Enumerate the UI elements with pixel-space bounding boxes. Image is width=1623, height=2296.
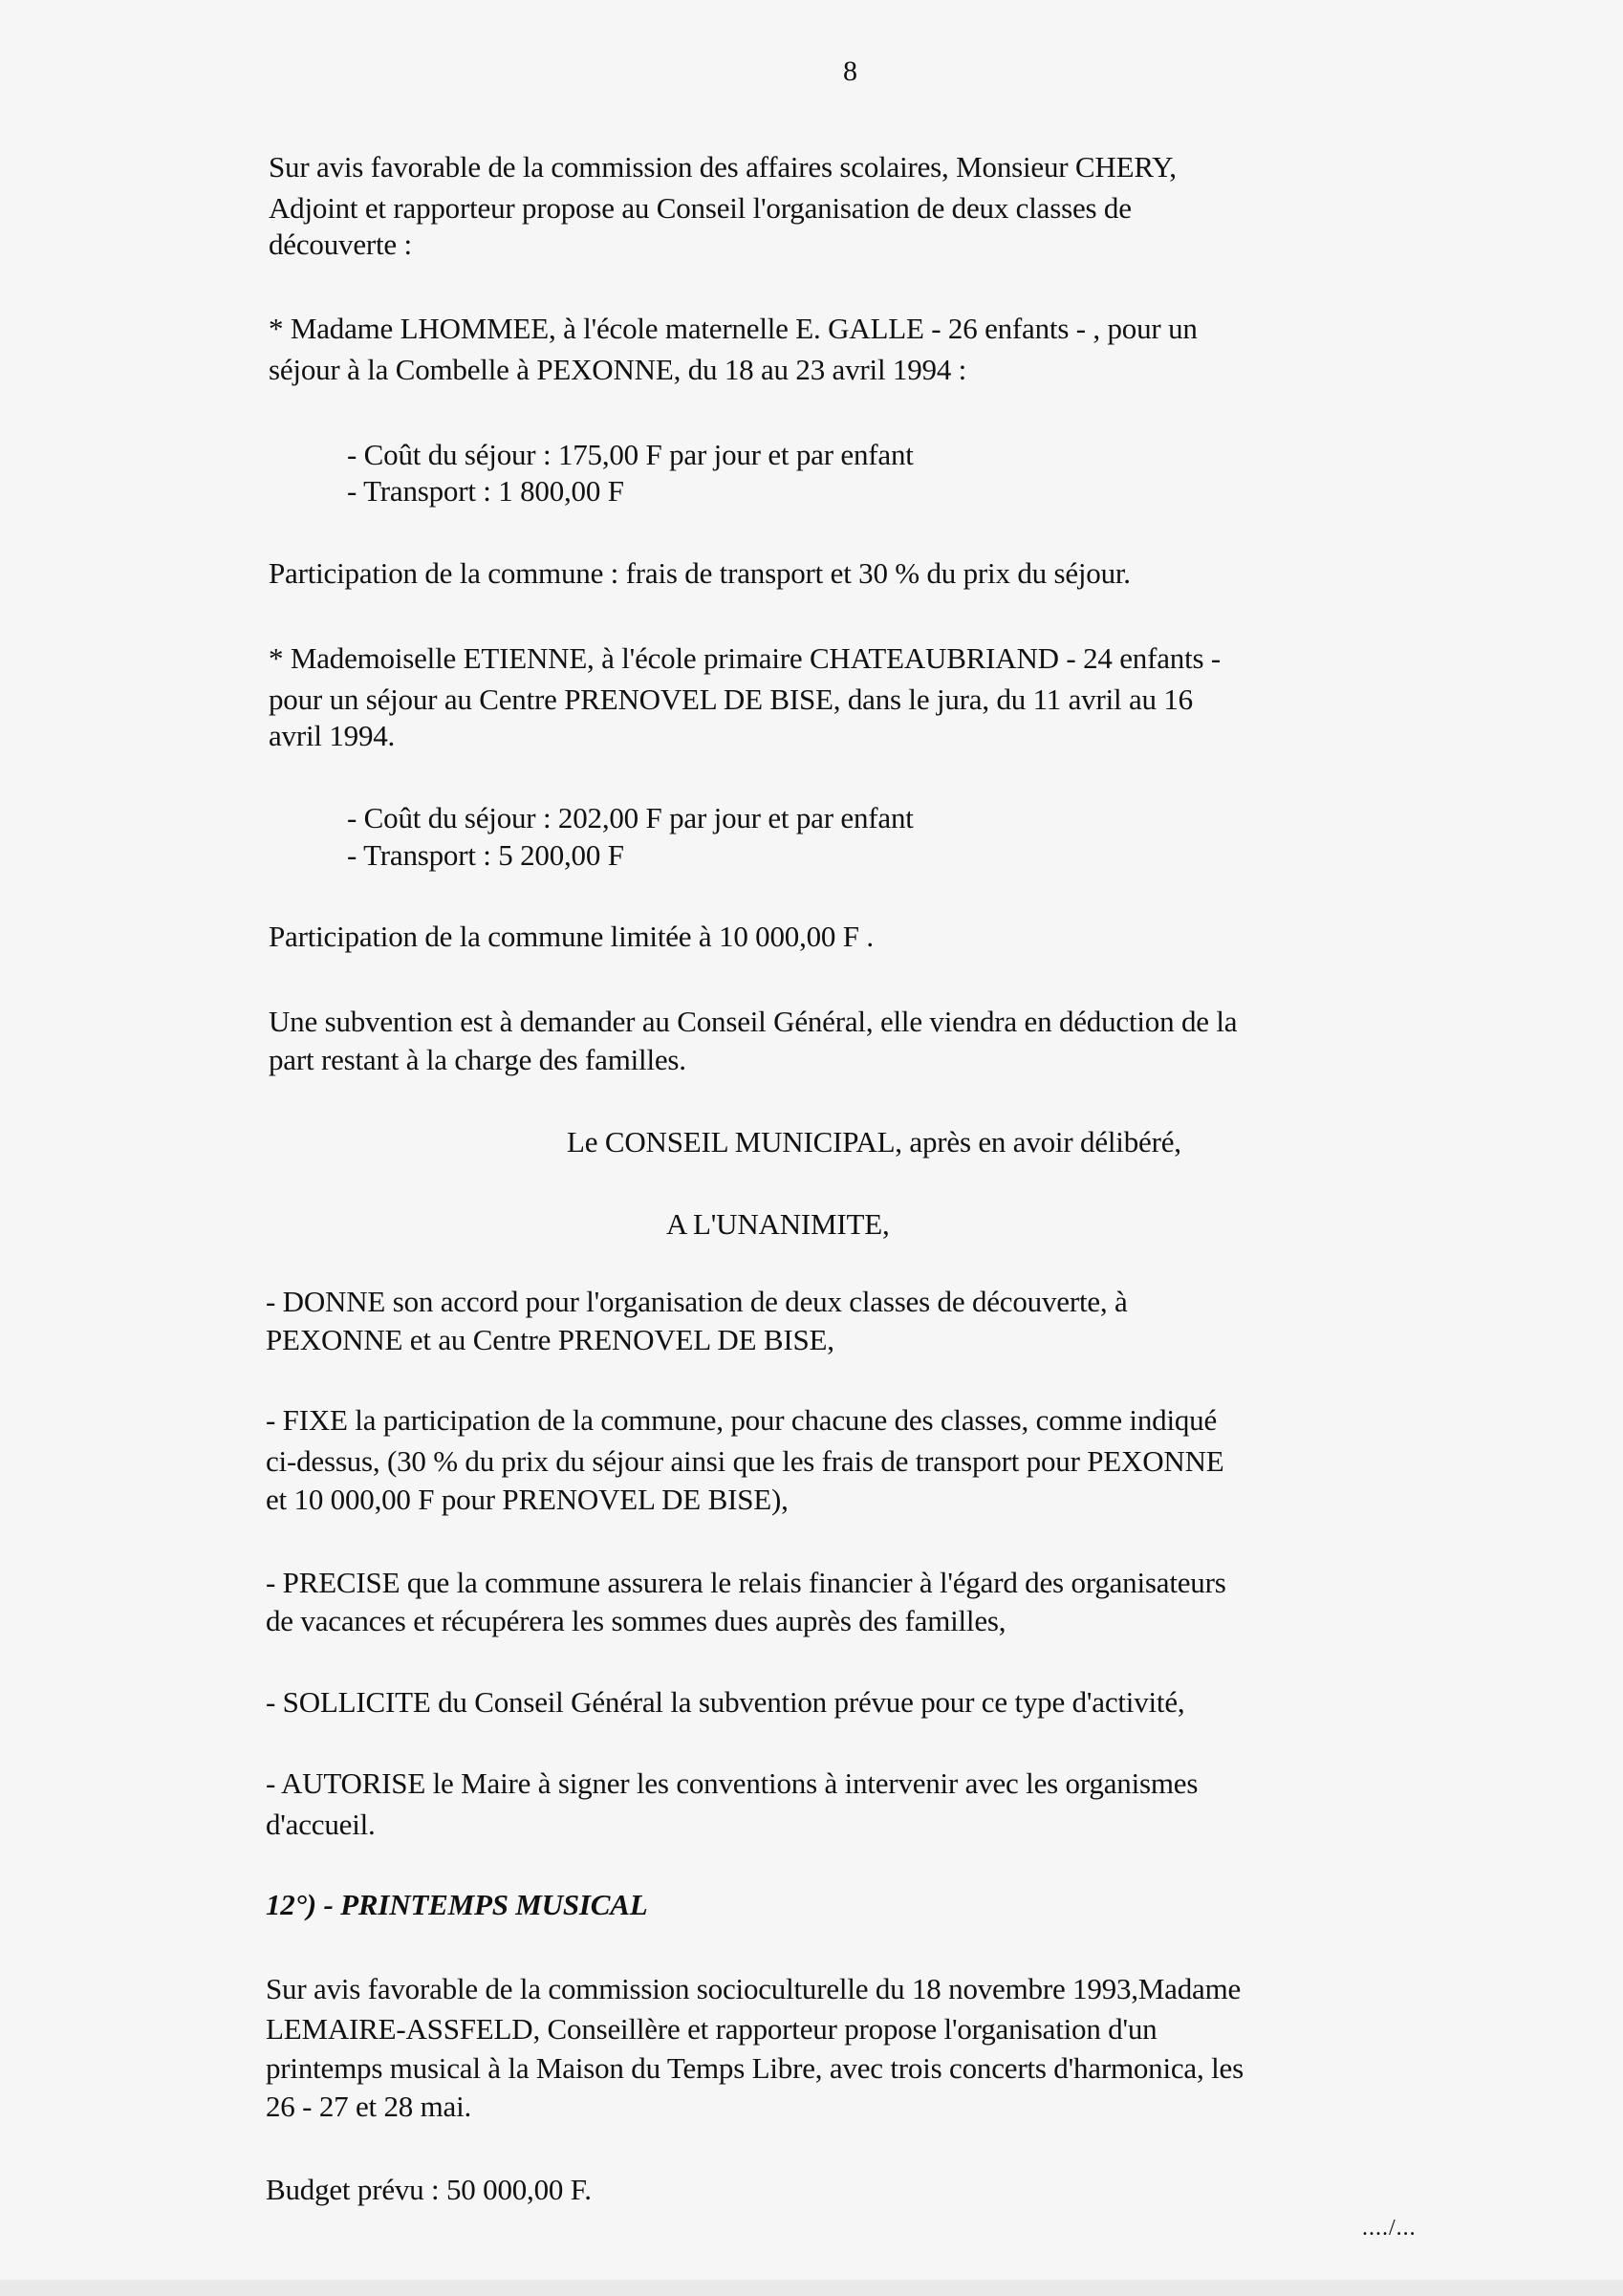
decision-donne-line-2: PEXONNE et au Centre PRENOVEL DE BISE, [266,1323,834,1356]
intro-line-1: Sur avis favorable de la commission des affaires scolaires, Monsieur CHERY, [269,150,1177,184]
page-number: 8 [843,55,857,87]
section-12-line-3: printemps musical à la Maison du Temps Libre, avec trois concerts d'harmonica, les [266,2051,1244,2085]
intro-line-2: Adjoint et rapporteur propose au Conseil l'organisation de deux classes de [269,191,1132,225]
decision-donne-line-1: - DONNE son accord pour l'organisation de deux classes de découverte, à [266,1285,1128,1318]
section-12-heading: 12°) - PRINTEMPS MUSICAL [266,1888,648,1921]
council-vote: A L'UNANIMITE, [666,1207,890,1241]
intro-line-3: découverte : [269,227,412,261]
continuation-mark: ..../... [1362,2216,1417,2241]
class1-transport: - Transport : 1 800,00 F [347,474,624,508]
class2-line-3: avril 1994. [269,719,396,752]
section-12-line-4: 26 - 27 et 28 mai. [266,2090,472,2123]
page-bottom-edge [0,2280,1623,2296]
decision-fixe-line-2: ci-dessus, (30 % du prix du séjour ainsi que les frais de transport pour PEXONNE [266,1444,1224,1478]
decision-autorise-line-1: - AUTORISE le Maire à signer les conventions à intervenir avec les organismes [266,1766,1199,1800]
class1-line-1: * Madame LHOMMEE, à l'école maternelle E. GALLE - 26 enfants - , pour un [269,312,1198,345]
decision-fixe-line-3: et 10 000,00 F pour PRENOVEL DE BISE), [266,1483,789,1516]
class1-line-2: séjour à la Combelle à PEXONNE, du 18 au 23 avril 1994 : [269,353,967,386]
decision-fixe-line-1: - FIXE la participation de la commune, pour chacune des classes, comme indiqué [266,1403,1218,1437]
subvention-line-2: part restant à la charge des familles. [269,1043,686,1076]
section-12-line-2: LEMAIRE-ASSFELD, Conseillère et rapporteur propose l'organisation d'un [266,2012,1158,2046]
council-deliberation: Le CONSEIL MUNICIPAL, après en avoir délibéré, [567,1125,1181,1159]
decision-precise-line-1: - PRECISE que la commune assurera le relais financier à l'égard des organisateurs [266,1566,1226,1599]
class2-cost: - Coût du séjour : 202,00 F par jour et par enfant [347,801,914,834]
section-12-budget: Budget prévu : 50 000,00 F. [266,2173,592,2206]
subvention-line-1: Une subvention est à demander au Conseil Général, elle viendra en déduction de la [269,1005,1238,1038]
class2-transport: - Transport : 5 200,00 F [347,838,624,872]
class1-participation: Participation de la commune : frais de transport et 30 % du prix du séjour. [269,556,1131,590]
class2-line-1: * Mademoiselle ETIENNE, à l'école primaire CHATEAUBRIAND - 24 enfants - [269,641,1222,675]
decision-precise-line-2: de vacances et récupérera les sommes dues auprès des familles, [266,1604,1006,1637]
class2-participation: Participation de la commune limitée à 10 000,00 F . [269,920,874,953]
class2-line-2: pour un séjour au Centre PRENOVEL DE BISE, dans le jura, du 11 avril au 16 [269,682,1193,716]
decision-sollicite: - SOLLICITE du Conseil Général la subvention prévue pour ce type d'activité, [266,1685,1185,1719]
decision-autorise-line-2: d'accueil. [266,1808,376,1841]
class1-cost: - Coût du séjour : 175,00 F par jour et par enfant [347,438,914,471]
section-12-line-1: Sur avis favorable de la commission socioculturelle du 18 novembre 1993,Madame [266,1972,1242,2005]
